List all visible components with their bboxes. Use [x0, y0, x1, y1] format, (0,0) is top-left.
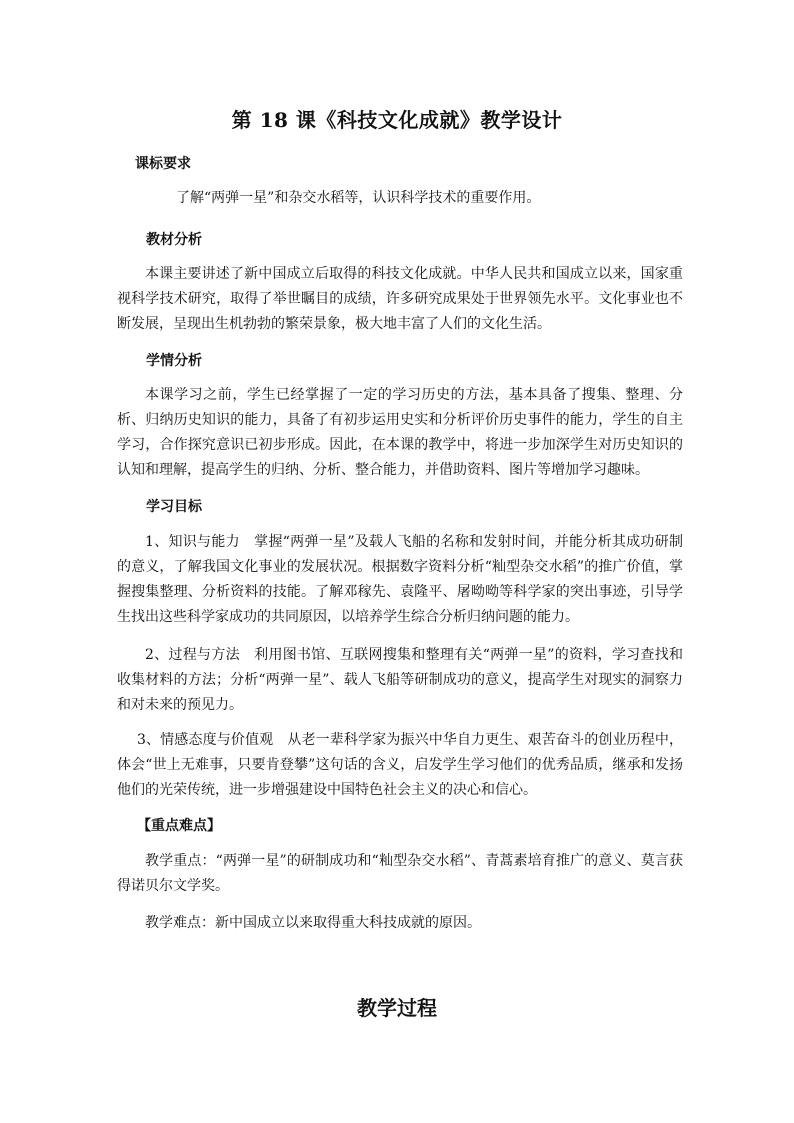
paragraph-goal-attitude: 3、情感态度与价值观 从老一辈科学家为振兴中华自力更生、艰苦奋斗的创业历程中，体会“世上无难事，只要肯登攀”这句话的含义，启发学生学习他们的优秀品质，继承和发扬他们的光荣传统，进一步增强建设中国特色社会主义的决心和信心。: [117, 732, 683, 798]
section-title-process: 教学过程: [357, 996, 437, 1020]
paragraph-curriculum: 了解“两弹一星”和杂交水稻等，认识科学技术的重要作用。: [176, 190, 541, 206]
document-title: 第 18 课《科技文化成就》教学设计: [231, 108, 563, 132]
paragraph-students: 本课学习之前，学生已经掌握了一定的学习历史的方法，基本具备了搜集、整理、分析、归纳历史知识的能力，具备了有初步运用史实和分析评价历史事件的能力，学生的自主学习，合作探究意识已初步形成。因此，在本课的教学中，将进一步加深学生对历史知识的认知和理解，提高学生的归纳、分析、整合能力，并借助资料、图片等增加学习趣味。: [117, 387, 683, 478]
heading-goals: 学习目标: [146, 499, 202, 515]
paragraph-textbook: 本课主要讲述了新中国成立后取得的科技文化成就。中华人民共和国成立以来，国家重视科学技术研究，取得了举世瞩目的成绩，许多研究成果处于世界领先水平。文化事业也不断发展，呈现出生机勃勃的繁荣景象，极大地丰富了人们的文化生活。: [117, 266, 683, 332]
heading-students: 学情分析: [146, 353, 202, 369]
heading-textbook: 教材分析: [146, 232, 202, 248]
paragraph-goal-knowledge: 1、知识与能力 掌握“两弹一星”及载人飞船的名称和发射时间，并能分析其成功研制的意义，了解我国文化事业的发展状况。根据数字资料分析“籼型杂交水稻”的推广价值，掌握搜集整理、分析资料的技能。了解邓稼先、袁隆平、屠呦呦等科学家的突出事迹，引导学生找出这些科学家成功的共同原因，以培养学生综合分析归纳问题的能力。: [117, 534, 683, 625]
paragraph-difficult-point: 教学难点：新中国成立以来取得重大科技成就的原因。: [145, 915, 481, 931]
heading-keypoints: 【重点难点】: [137, 818, 221, 834]
paragraph-key-point: 教学重点：“两弹一星”的研制成功和“籼型杂交水稻”、青蒿素培育推广的意义、莫言获得诺贝尔文学奖。: [117, 853, 683, 894]
paragraph-goal-process: 2、过程与方法 利用图书馆、互联网搜集和整理有关“两弹一星”的资料，学习查找和收集材料的方法；分析“两弹一星”、载人飞船等研制成功的意义，提高学生对现实的洞察力和对未来的预见力。: [117, 647, 683, 713]
heading-curriculum: 课标要求: [135, 156, 191, 172]
